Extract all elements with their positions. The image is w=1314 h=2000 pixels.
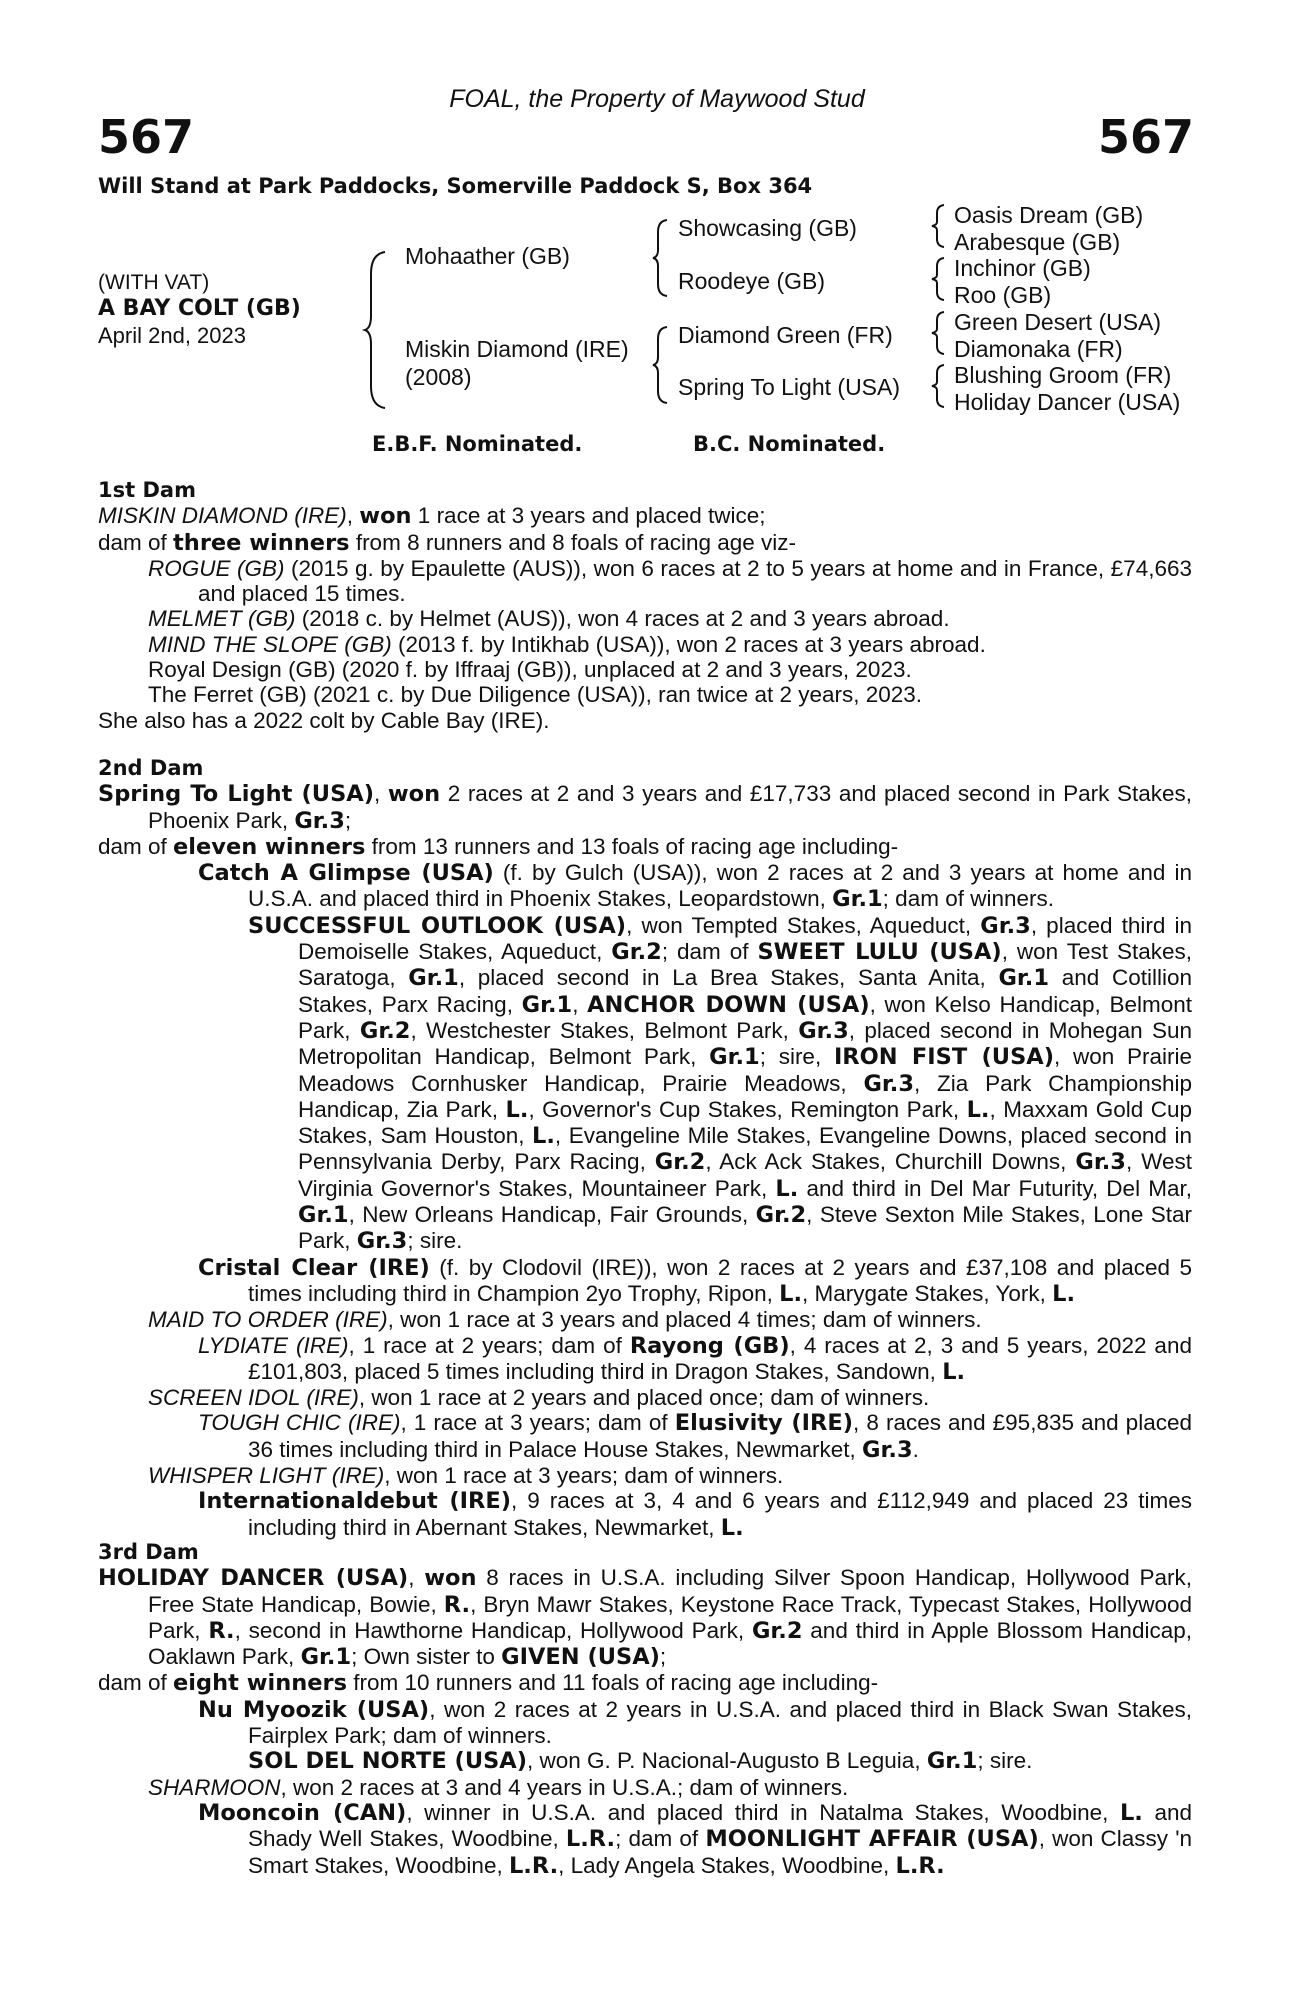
pedigree-g-arabesque: Arabesque (GB) xyxy=(954,229,1121,255)
produce-maid-to-order: MAID TO ORDER (IRE), won 1 race at 3 years and placed 4 times; dam of winners. xyxy=(148,1307,982,1333)
produce-royal-design: Royal Design (GB) (2020 f. by Iffraaj (GB)), unplaced at 2 and 3 years, 2023. xyxy=(148,657,912,683)
brace-sire-dam xyxy=(365,250,387,410)
produce-tough-chic: TOUGH CHIC (IRE), 1 race at 3 years; dam of Elusivity (IRE), 8 races and £95,835 and placed 36 times including third in Palace House Stakes, Newmarket, Gr.3. xyxy=(198,1410,1192,1463)
produce-sol-del-norte: SOL DEL NORTE (USA), won G. P. Nacional-Augusto B Leguia, Gr.1; sire. xyxy=(248,1748,1033,1775)
produce-nu-myoozik: Nu Myoozik (USA), won 2 races at 2 years in U.S.A. and placed third in Black Swan Stakes, Fairplex Park; dam of winners. xyxy=(198,1696,1192,1749)
third-dam-heading: 3rd Dam xyxy=(98,1540,199,1564)
brace-dam-parents xyxy=(653,325,669,405)
pedigree-sire: Mohaather (GB) xyxy=(405,243,570,269)
brace-g3 xyxy=(932,310,946,356)
produce-successful-outlook: SUCCESSFUL OUTLOOK (USA), won Tempted Stakes, Aqueduct, Gr.3, placed third in Demoiselle Stakes, Aqueduct, Gr.2; dam of SWEET LULU (USA), won Test Stakes, Saratoga, Gr.1, placed second in La Brea Stakes, Santa Anita, Gr.1 and Cotillion Stakes, Parx Racing, Gr.1, ANCHOR DOWN (USA), won Kelso Handicap, Belmont Park, Gr.2, Westchester Stakes, Belmont Park, Gr.3, placed second in Mohegan Sun Metropolitan Handicap, Belmont Park, Gr.1; sire, IRON FIST (USA), won Prairie Meadows Cornhusker Handicap, Prairie Meadows, Gr.3, Zia Park Championship Handicap, Zia Park, L., Governor's Cup Stakes, Remington Park, L., Maxxam Gold Cup Stakes, Sam Houston, L., Evangeline Mile Stakes, Evangeline Downs, placed second in Pennsylvania Derby, Parx Racing, Gr.2, Ack Ack Stakes, Churchill Downs, Gr.3, West Virginia Governor's Stakes, Mountaineer Park, L. and third in Del Mar Futurity, Del Mar, Gr.1, New Orleans Handicap, Fair Grounds, Gr.2, Steve Sexton Mile Stakes, Lone Star Park, Gr.3; sire. xyxy=(248,912,1193,1255)
first-dam-heading: 1st Dam xyxy=(98,478,196,502)
ebf-nominated: E.B.F. Nominated. xyxy=(372,432,583,456)
pedigree-g-inchinor: Inchinor (GB) xyxy=(954,255,1091,281)
produce-cristal-clear: Cristal Clear (IRE) (f. by Clodovil (IRE)), won 2 races at 2 years and £37,108 and placed 5 times including third in Champion 2yo Trophy, Ripon, L., Marygate Stakes, York, L. xyxy=(198,1254,1192,1307)
pedigree-dam-year: (2008) xyxy=(405,364,472,390)
second-dam-section xyxy=(98,755,1192,1541)
produce-mooncoin: Mooncoin (CAN), winner in U.S.A. and placed third in Natalma Stakes, Woodbine, L. and Shady Well Stakes, Woodbine, L.R.; dam of MOONLIGHT AFFAIR (USA), won Classy 'n Smart Stakes, Woodbine, L.R., Lady Angela Stakes, Woodbine, L.R. xyxy=(198,1799,1193,1879)
vat-note: (WITH VAT) xyxy=(98,271,210,294)
pedigree-g-roo: Roo (GB) xyxy=(954,282,1052,308)
brace-g4 xyxy=(932,363,946,409)
brace-sire-parents xyxy=(653,218,669,298)
bc-nominated: B.C. Nominated. xyxy=(693,432,886,456)
produce-whisper-light: WHISPER LIGHT (IRE), won 1 race at 3 years; dam of winners. xyxy=(148,1463,784,1489)
produce-melmet: MELMET (GB) (2018 c. by Helmet (AUS)), won 4 races at 2 and 3 years abroad. xyxy=(148,606,950,632)
produce-sharmoon: SHARMOON, won 2 races at 3 and 4 years in U.S.A.; dam of winners. xyxy=(148,1774,849,1800)
produce-lydiate: LYDIATE (IRE), 1 race at 2 years; dam of Rayong (GB), 4 races at 2, 3 and 5 years, 2022 and £101,803, placed 5 times including third in Dragon Stakes, Sandown, L. xyxy=(198,1332,1192,1385)
pedigree-g-holiday-dancer: Holiday Dancer (USA) xyxy=(954,389,1181,415)
produce-catch-a-glimpse: Catch A Glimpse (USA) (f. by Gulch (USA)), won 2 races at 2 and 3 years at home and in U.S.A. and placed third in Phoenix Stakes, Leopardstown, Gr.1; dam of winners. xyxy=(198,860,1192,913)
second-dam-heading: 2nd Dam xyxy=(98,756,204,780)
pedigree-g-blushing-groom: Blushing Groom (FR) xyxy=(954,362,1172,388)
catalogue-subtitle: FOAL, the Property of Maywood Stud xyxy=(449,85,865,113)
first-dam-also-has: She also has a 2022 colt by Cable Bay (IRE). xyxy=(98,707,550,733)
pedigree-g-diamonaka: Diamonaka (FR) xyxy=(954,336,1123,362)
third-dam-produce-summary: dam of eight winners from 10 runners and 11 foals of racing age including- xyxy=(98,1670,879,1697)
lot-number-right: 567 xyxy=(1097,110,1194,164)
horse-dob: April 2nd, 2023 xyxy=(98,323,246,348)
first-dam-section xyxy=(98,477,1192,733)
third-dam-section xyxy=(98,1539,1192,1879)
lot-number-left: 567 xyxy=(98,110,195,164)
pedigree-dam: Miskin Diamond (IRE) xyxy=(405,336,629,362)
stable-location: Will Stand at Park Paddocks, Somerville Paddock S, Box 364 xyxy=(98,174,813,198)
produce-the-ferret: The Ferret (GB) (2021 c. by Due Diligence (USA)), ran twice at 2 years, 2023. xyxy=(148,682,923,708)
second-dam-produce-summary: dam of eleven winners from 13 runners and 13 foals of racing age including- xyxy=(98,833,899,860)
pedigree-sire-sire: Showcasing (GB) xyxy=(678,215,857,241)
pedigree-g-oasis-dream: Oasis Dream (GB) xyxy=(954,202,1144,228)
produce-mind-the-slope: MIND THE SLOPE (GB) (2013 f. by Intikhab (USA)), won 2 races at 3 years abroad. xyxy=(148,631,986,657)
pedigree-dam-dam: Spring To Light (USA) xyxy=(678,374,901,400)
brace-g2 xyxy=(932,256,946,302)
pedigree-g-green-desert: Green Desert (USA) xyxy=(954,309,1162,335)
produce-screen-idol: SCREEN IDOL (IRE), won 1 race at 2 years and placed once; dam of winners. xyxy=(148,1385,930,1411)
produce-rogue: ROGUE (GB) (2015 g. by Epaulette (AUS)), won 6 races at 2 to 5 years at home and in France, £74,663 and placed 15 times. xyxy=(148,555,1192,607)
second-dam-summary: Spring To Light (USA), won 2 races at 2 and 3 years and £17,733 and placed second in Park Stakes, Phoenix Park, Gr.3; xyxy=(98,781,1192,834)
produce-internationaldebut: Internationaldebut (IRE), 9 races at 3, 4 and 6 years and £112,949 and placed 23 times including third in Abernant Stakes, Newmarket, L. xyxy=(198,1488,1192,1541)
horse-name: A BAY COLT (GB) xyxy=(98,296,301,321)
third-dam-summary: HOLIDAY DANCER (USA), won 8 races in U.S.A. including Silver Spoon Handicap, Hollywood Park, Free State Handicap, Bowie, R., Bryn Mawr Stakes, Keystone Race Track, Typecast Stakes, Hollywood Park, R., second in Hawthorne Handicap, Hollywood Park, Gr.2 and third in Apple Blossom Handicap, Oaklawn Park, Gr.1; Own sister to GIVEN (USA); xyxy=(98,1565,1192,1671)
pedigree-sire-dam: Roodeye (GB) xyxy=(678,268,826,294)
pedigree-dam-sire: Diamond Green (FR) xyxy=(678,322,893,348)
brace-g1 xyxy=(932,203,946,249)
first-dam-produce-summary: dam of three winners from 8 runners and 8 foals of racing age viz- xyxy=(98,529,797,556)
first-dam-summary: MISKIN DIAMOND (IRE), won 1 race at 3 years and placed twice; xyxy=(98,503,766,530)
